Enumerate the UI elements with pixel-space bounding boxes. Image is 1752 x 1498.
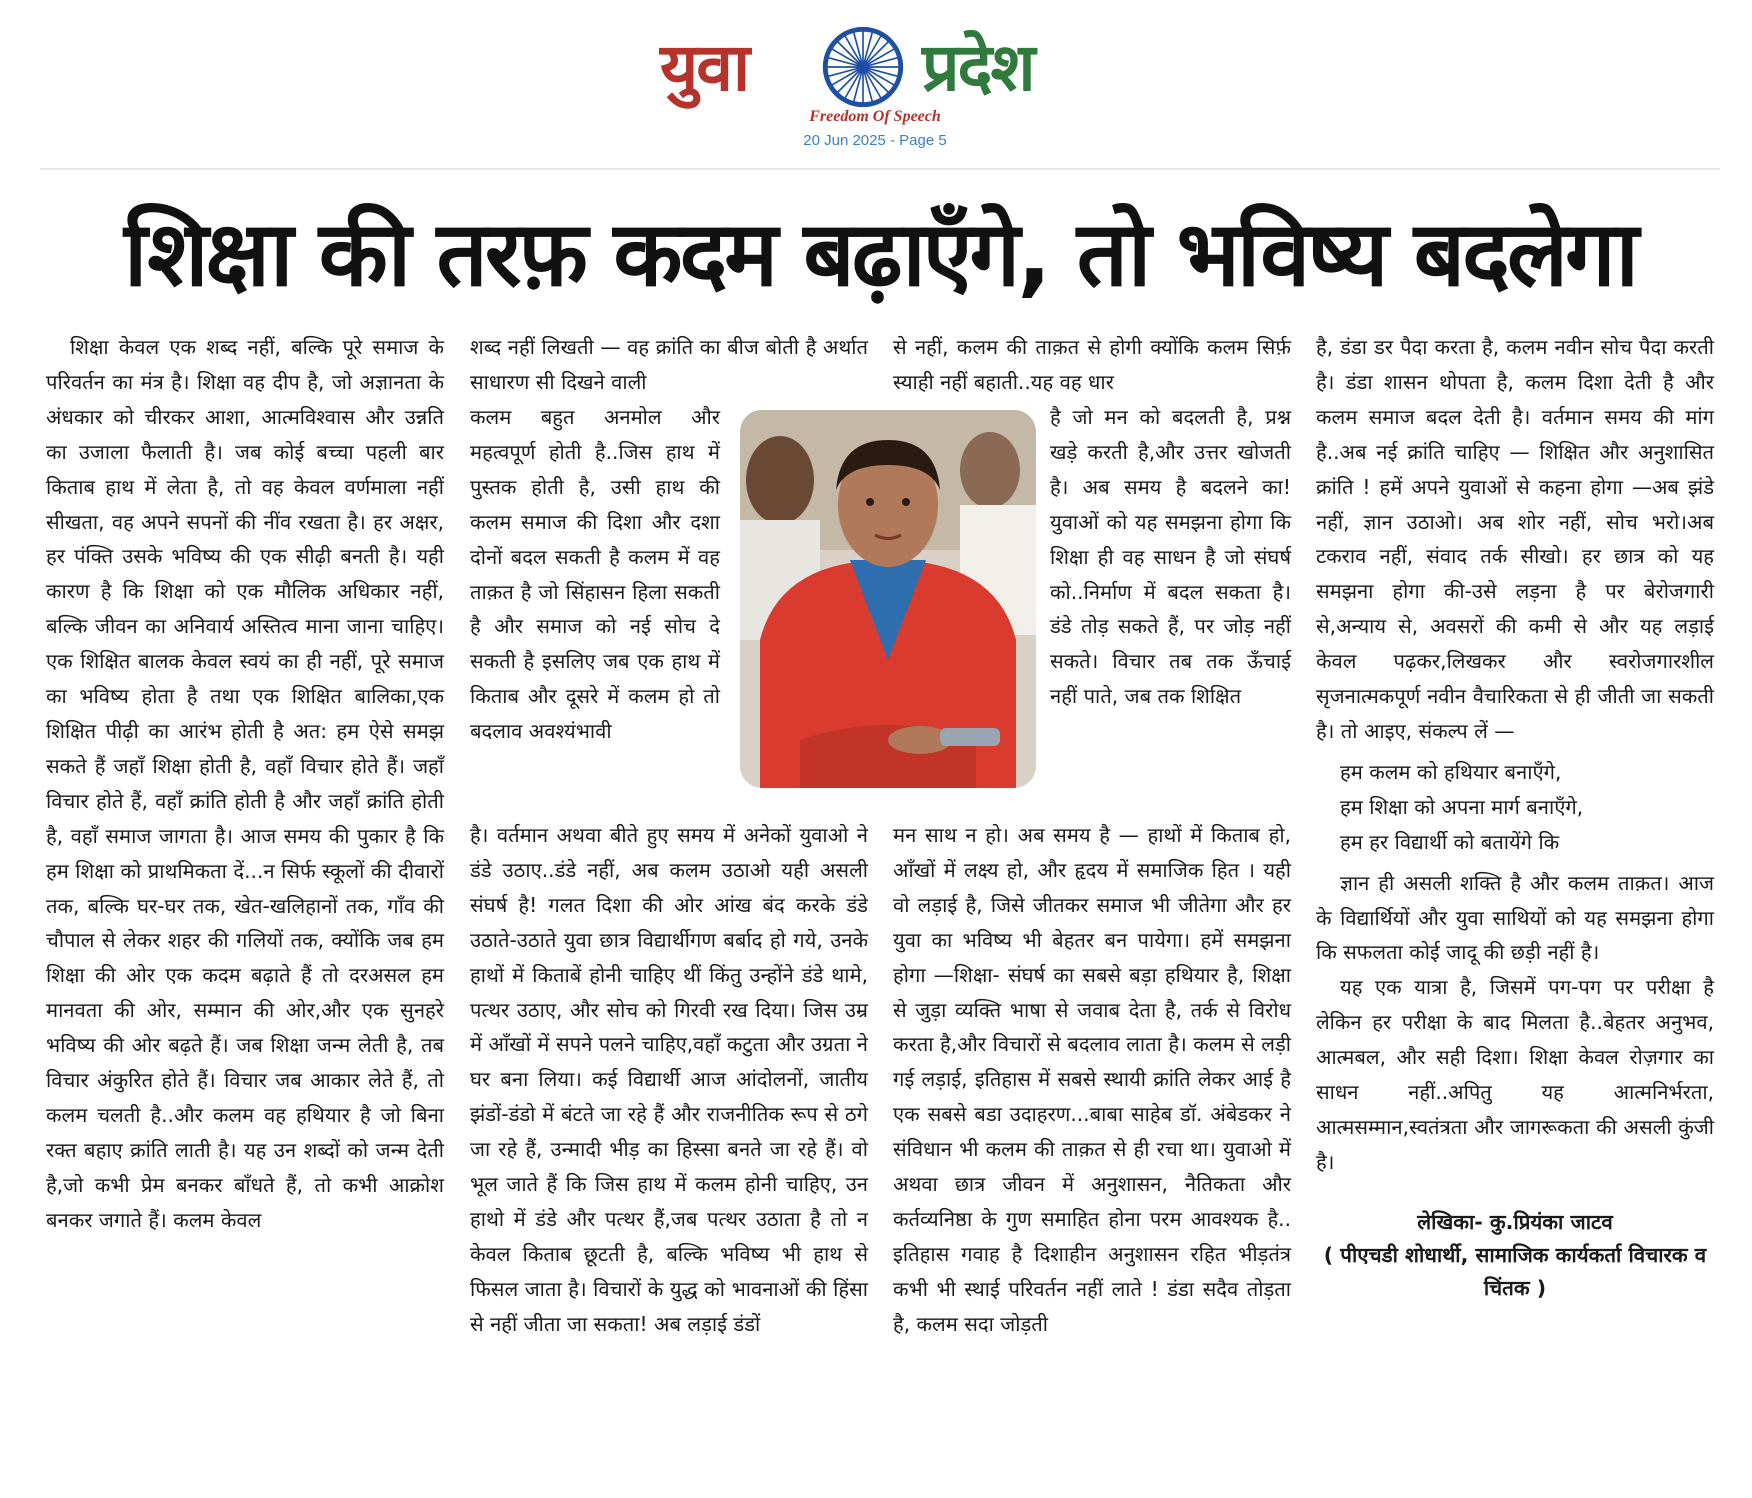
- masthead: [650, 2, 1100, 152]
- author-name: लेखिका- कु.प्रियंका जाटव: [1417, 1209, 1613, 1234]
- article-column-3: [893, 330, 1291, 400]
- verse-line: हम हर विद्यार्थी को बतायेंगे कि: [1340, 829, 1560, 854]
- paragraph: है, डंडा डर पैदा करता है, कलम नवीन सोच पैदा करती है। डंडा शासन थोपता है, कलम दिशा देती है और कलम समाज बदल देती है। वर्तमान समय की मांग है..अब नई क्रांति चाहिए — शिक्षित और अनुशासित क्रांति ! हमें अपने युवाओं से कहना होगा —अब झंडे नहीं, ज्ञान उठाओ। अब शोर नहीं, सोच भरो।अब टकराव नहीं, संवाद तर्क सीखो। हर छात्र को यह समझना होगा की-उसे लड़ना है पर बेरोजगारी से,अन्याय से, अवसरों की कमी से और यह लड़ाई केवल पढ़कर,लिखकर और स्वरोजगारशील सृजनात्मकपूर्ण नवीन वैचारिकता से ही जीती जा सकती है। तो आइए, संकल्प लें —: [1316, 335, 1714, 743]
- paragraph: है जो मन को बदलती है, प्रश्न खड़े करती है,और उत्तर खोजती है। अब समय है बदलने का! युवाओं को यह समझना होगा कि शिक्षा ही वह साधन है जो संघर्ष को..निर्माण में बदल सकता है। डंडे तोड़ सकते हैं, पर जोड़ नहीं सकते। विचार तब तक ऊँचाई नहीं पाते, जब तक शिक्षित: [1050, 405, 1291, 709]
- column-2-lower-text: [470, 818, 868, 1342]
- column-3-lower-text: [893, 818, 1291, 1342]
- paragraph: शिक्षा केवल एक शब्द नहीं, बल्कि पूरे समाज के परिवर्तन का मंत्र है। शिक्षा वह दीप है, जो अज्ञानता के अंधकार को चीरकर आशा, आत्मविश्वास और उन्नति का उजाला फैलाती है। जब कोई बच्चा पहली बार किताब हाथ में लेता है, तो वह केवल वर्णमाला नहीं सीखता, वह अपने सपनों की नींव रखता है। हर अक्षर, हर पंक्ति उसके भविष्य की एक सीढ़ी बनती है। यही कारण है कि शिक्षा को एक मौलिक अधिकार नहीं, बल्कि जीवन का अनिवार्य अस्तित्व माना जाना चाहिए। एक शिक्षित बालक केवल स्वयं का ही नहीं, पूरे समाज का भविष्य होता है तथा एक शिक्षित बालिका,एक शिक्षित पीढ़ी का आरंभ होती है अत: हम ऐसे समझ सकते हैं जहाँ शिक्षा होती है, वहाँ विचार होते हैं। जहाँ विचार होते हैं, वहाँ क्रांति होती है और जहाँ क्रांति होती है, वहाँ समाज जागता है। आज समय की पुकार है कि हम शिक्षा को प्राथमिकता दें...न सिर्फ स्कूलों की दीवारों तक, बल्कि घर-घर तक, खेत-खलिहानों तक, गाँव की चौपाल से लेकर शहर की गलियों तक, क्योंकि जब हम शिक्षा की ओर एक कदम बढ़ाते हैं तो दरअसल हम मानवता की ओर, सम्मान की ओर,और एक सुनहरे भविष्य की ओर बढ़ते हैं। जब शिक्षा जन्म लेती है, तब विचार अंकुरित होते हैं। विचार जब आकार लेते हैं, तो कलम चलती है..और कलम वह हथियार है जो बिना रक्त बहाए क्रांति लाती है। यह उन शब्दों को जन्म देती है,जो कभी प्रेम बनकर बाँधते हैं, तो कभी आक्रोश बनकर जगाते हैं। कलम केवल: [46, 335, 444, 1232]
- article-column-2: [470, 330, 868, 400]
- paragraph: शब्द नहीं लिखती — वह क्रांति का बीज बोती है अर्थात साधारण सी दिखने वाली: [470, 335, 868, 394]
- author-role: ( पीएचडी शोधार्थी, सामाजिक कार्यकर्ता विचारक व चिंतक ): [1323, 1242, 1707, 1300]
- author-photo-image: [740, 410, 1036, 788]
- column-2-wrap-text: [470, 400, 720, 749]
- author-byline: [1316, 1206, 1714, 1305]
- header-divider: [40, 168, 1720, 170]
- paragraph: कलम बहुत अनमोल और महत्वपूर्ण होती है..जिस हाथ में पुस्तक होती है, उसी हाथ की कलम समाज की दिशा और दशा दोनों बदल सकती है कलम में वह ताक़त है जो सिंहासन हिला सकती है और समाज को नई सोच दे सकती है इसलिए जब एक हाथ में किताब और दूसरे में कलम हो तो बदलाव अवश्यंभावी: [470, 405, 720, 744]
- paragraph: ज्ञान ही असली शक्ति है और कलम ताक़त। आज के विद्यार्थियों और युवा साथियों को यह समझना होगा कि सफलता कोई जादू की छड़ी नहीं है।: [1316, 870, 1714, 965]
- pledge-verse: [1340, 755, 1714, 860]
- paragraph: से नहीं, कलम की ताक़त से होगी क्योंकि कलम सिर्फ़ स्याही नहीं बहाती..यह वह धार: [893, 335, 1291, 394]
- article-column-1: [46, 330, 444, 1238]
- brand-name-left: युवा: [660, 28, 749, 106]
- tagline: Freedom Of Speech: [809, 108, 941, 125]
- article-column-4: [1316, 330, 1714, 1305]
- paragraph: है। वर्तमान अथवा बीते हुए समय में अनेकों युवाओ ने डंडे उठाए..डंडे नहीं, अब कलम उठाओ यही असली संघर्ष है! गलत दिशा की ओर आंख बंद करके डंडे उठाते-उठाते युवा छात्र विद्यार्थीगण बर्बाद हो गये, उनके हाथों में किताबें होनी चाहिए थीं किंतु उन्होंने डंडे थामे, पत्थर उठाए, और सोच को गिरवी रख दिया। जिस उम्र में आँखों में सपने पलने चाहिए,वहाँ कटुता और उग्रता ने घर बना लिया। कई विद्यार्थी आज आंदोलनों, जातीय झंडों-डंडो में बंटते जा रहे हैं और राजनीतिक रूप से ठगे जा रहे हैं, उन्मादी भीड़ का हिस्सा बनते जा रहे हैं। वो भूल जाते हैं कि जिस हाथ में कलम होनी चाहिए, उन हाथो में डंडे और पत्थर हैं,जब पत्थर उठाता है तो न केवल किताब छूटती है, बल्कि भविष्य भी हाथ से फिसल जाता है। विचारों के युद्ध को भावनाओं की हिंसा से नहीं जीता जा सकता! अब लड़ाई डंडों: [470, 823, 868, 1336]
- ashoka-chakra-icon: [822, 26, 904, 108]
- paragraph: मन साथ न हो। अब समय है — हाथों में किताब हो, आँखों में लक्ष्य हो, और हृदय में समाजिक हित । यही वो लड़ाई है, जिसे जीतकर समाज भी जीतेगा और हर युवा का भविष्य भी बेहतर बन पायेगा। हमें समझना होगा —शिक्षा- संघर्ष का सबसे बड़ा हथियार है, शिक्षा से जुड़ा व्यक्ति भाषा से जवाब देता है, तर्क से विरोध करता है,और विचारों से बदलाव लाता है। कलम से लड़ी गई लड़ाई, इतिहास में सबसे स्थायी क्रांति लेकर आई है एक सबसे बडा उदाहरण...बाबा साहेब डॉ. अंबेडकर ने संविधान भी कलम की ताक़त से ही रचा था। युवाओ में अथवा छात्र जीवन में अनुशासन, नैतिकता और कर्तव्यनिष्ठा के गुण समाहित होना परम आवश्यक है.. इतिहास गवाह है दिशाहीन अनुशासन रहित भीड़तंत्र कभी भी स्थाई परिवर्तन नहीं लाते ! डंडा सदैव तोड़ता है, कलम सदा जोड़ती: [893, 823, 1291, 1336]
- paragraph: यह एक यात्रा है, जिसमें पग-पग पर परीक्षा है लेकिन हर परीक्षा के बाद मिलता है..बेहतर अनुभव, आत्मबल, और सही दिशा। शिक्षा केवल रोज़गार का साधन नहीं..अपितु यह आत्मनिर्भरता, आत्मसम्मान,स्वतंत्रता और जागरूकता की असली कुंजी है।: [1316, 975, 1714, 1174]
- edition-dateline: 20 Jun 2025 - Page 5: [803, 132, 947, 149]
- verse-line: हम कलम को हथियार बनाएँगे,: [1340, 759, 1562, 784]
- brand-name-right: प्रदेश: [922, 28, 1034, 106]
- author-photo-frame: [740, 410, 1036, 788]
- verse-line: हम शिक्षा को अपना मार्ग बनाएँगे,: [1340, 794, 1584, 819]
- column-3-wrap-text: [1050, 400, 1291, 714]
- article-headline: शिक्षा की तरफ़ कदम बढ़ाएँगे, तो भविष्य बदलेगा: [124, 202, 1636, 307]
